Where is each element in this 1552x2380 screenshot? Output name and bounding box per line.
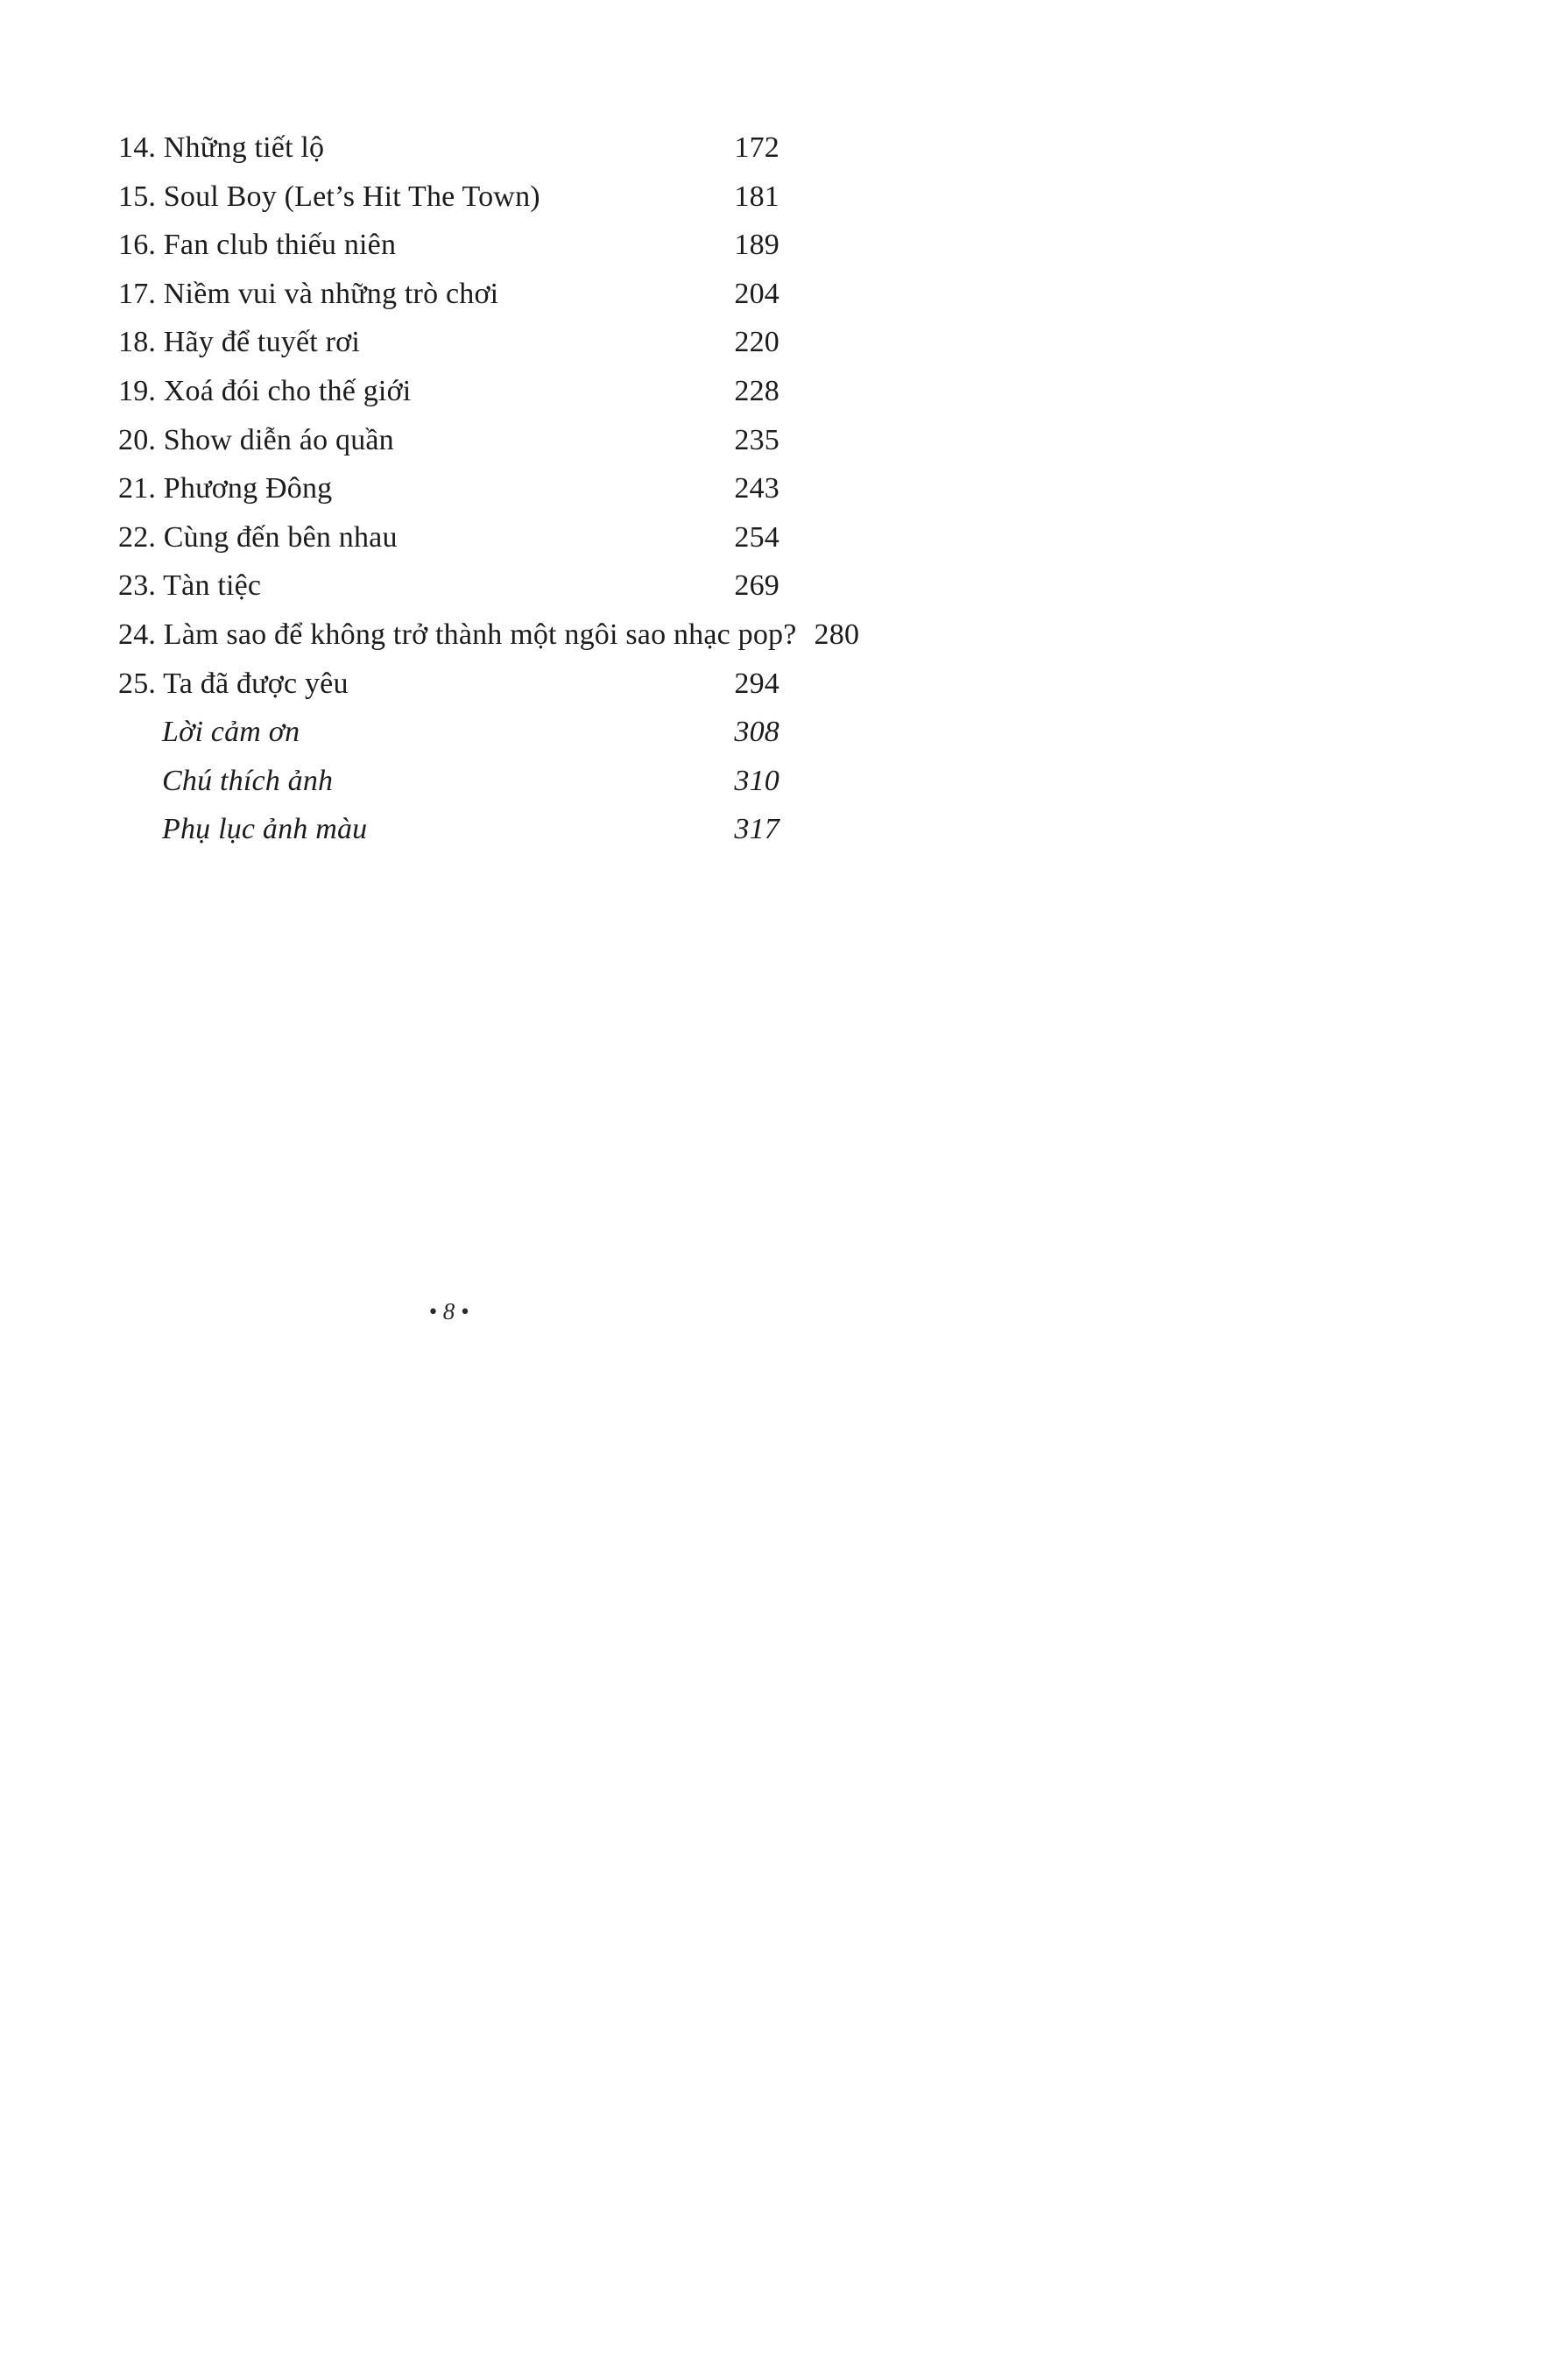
toc-entry-label: 22. Cùng đến bên nhau: [118, 520, 398, 554]
toc-entry-page: 280: [814, 618, 860, 651]
toc-entry-page: 254: [734, 520, 780, 554]
toc-entry-label: Chú thích ảnh: [162, 764, 334, 797]
toc-entry: [118, 180, 780, 230]
toc-entry-label: Phụ lục ảnh màu: [162, 813, 368, 846]
toc-entry-label: 20. Show diễn áo quần: [118, 423, 394, 456]
toc-entry-label: 23. Tàn tiệc: [118, 569, 262, 603]
toc-entry: [118, 326, 780, 375]
toc-entry-label: 21. Phương Đông: [118, 472, 333, 505]
toc-entry-page: 235: [734, 423, 780, 456]
toc-entry-page: 220: [734, 326, 780, 359]
toc-entry: [118, 521, 780, 570]
toc-entry: [118, 278, 780, 327]
toc-entry-label: 25. Ta đã được yêu: [118, 667, 349, 700]
table-of-contents: [118, 131, 860, 862]
toc-entry-label: Lời cảm ơn: [162, 716, 300, 749]
toc-entry-page: 310: [734, 764, 780, 797]
toc-entry-label: 18. Hãy để tuyết rơi: [118, 326, 360, 359]
toc-entry: [118, 375, 780, 424]
toc-entry-page: 243: [734, 472, 780, 505]
toc-entry-page: 317: [734, 813, 780, 846]
toc-entry-page: 189: [734, 229, 780, 262]
toc-entry-page: 294: [734, 667, 780, 700]
toc-entry: [118, 131, 780, 180]
toc-entry-label: 15. Soul Boy (Let’s Hit The Town): [118, 180, 540, 213]
toc-entry: [118, 813, 780, 862]
toc-entry: [118, 424, 780, 473]
toc-entry: [118, 569, 780, 618]
toc-entry-page: 181: [734, 180, 780, 213]
toc-entry-label: 14. Những tiết lộ: [118, 131, 325, 164]
toc-entry: [118, 472, 780, 521]
toc-entry-label: 16. Fan club thiếu niên: [118, 229, 397, 262]
footer-page-number: • 8 •: [428, 1298, 469, 1324]
toc-entry: [118, 765, 780, 814]
toc-entry: [118, 618, 860, 667]
toc-entry-label: 17. Niềm vui và những trò chơi: [118, 277, 499, 310]
page-footer: [118, 1298, 780, 1325]
toc-entry-page: 172: [734, 131, 780, 164]
toc-entry-page: 269: [734, 569, 780, 603]
toc-entry: [118, 229, 780, 278]
toc-entry-page: 308: [734, 716, 780, 749]
toc-entry-label: 19. Xoá đói cho thế giới: [118, 374, 412, 407]
toc-entry: [118, 716, 780, 765]
toc-entry-page: 228: [734, 374, 780, 407]
toc-entry-page: 204: [734, 277, 780, 310]
toc-entry: [118, 667, 780, 717]
toc-entry-label: 24. Làm sao để không trở thành một ngôi sao nhạc pop?: [118, 618, 797, 651]
